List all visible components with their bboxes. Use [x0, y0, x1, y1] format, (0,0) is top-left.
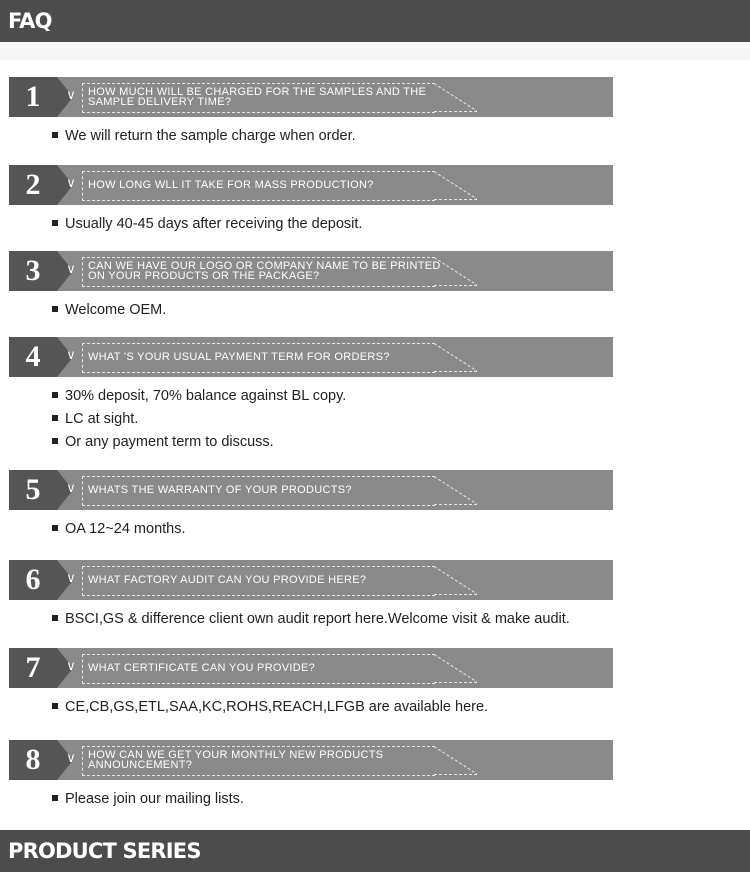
question-text: HOW MUCH WILL BE CHARGED FOR THE SAMPLES AND THE SAMPLE DELIVERY TIME?: [88, 86, 427, 108]
question-text: WHAT FACTORY AUDIT CAN YOU PROVIDE HERE?: [88, 574, 367, 586]
answer-item: [52, 216, 362, 232]
faq-header-title: FAQ: [8, 9, 52, 33]
answer-item: [52, 434, 274, 450]
answer-item: [52, 388, 346, 404]
question-text: HOW CAN WE GET YOUR MONTHLY NEW PRODUCTS ANNOUNCEMENT?: [88, 749, 384, 771]
question-text: WHATS THE WARRANTY OF YOUR PRODUCTS?: [88, 484, 352, 496]
question-number: 6: [9, 560, 57, 600]
question-bar: [9, 740, 613, 780]
question-number: 8: [9, 740, 57, 780]
faq-header: [0, 0, 750, 42]
question-bar: [9, 165, 613, 205]
question-text: CAN WE HAVE OUR LOGO OR COMPANY NAME TO BE PRINTED ON YOUR PRODUCTS OR THE PACKAGE?: [88, 260, 441, 282]
answer-text: LC at sight.: [65, 411, 139, 427]
chevron-down-icon: ∨: [66, 348, 76, 363]
question-text: WHAT CERTIFICATE CAN YOU PROVIDE?: [88, 662, 316, 674]
product-series-title: PRODUCT SERIES: [8, 839, 201, 863]
product-series-header: [0, 830, 750, 872]
chevron-down-icon: ∨: [66, 262, 76, 277]
answer-text: 30% deposit, 70% balance against BL copy.: [65, 388, 347, 404]
question-number: 3: [9, 251, 57, 291]
answer-text: Welcome OEM.: [65, 302, 167, 318]
answer-text: Or any payment term to discuss.: [65, 434, 274, 450]
question-bar: [9, 337, 613, 377]
answer-text: Usually 40-45 days after receiving the deposit.: [65, 216, 363, 232]
answer-text: OA 12~24 months.: [65, 521, 186, 537]
chevron-down-icon: ∨: [66, 481, 76, 496]
question-text: WHAT 'S YOUR USUAL PAYMENT TERM FOR ORDERS?: [88, 351, 390, 363]
answer-item: [52, 699, 488, 715]
question-bar: [9, 648, 613, 688]
question-number: 1: [9, 77, 57, 117]
answer-item: [52, 521, 186, 537]
question-bar: [9, 77, 613, 117]
answer-item: [52, 791, 244, 807]
header-shadow-strip: [0, 42, 750, 60]
answer-text: Please join our mailing lists.: [65, 791, 244, 807]
question-bar: [9, 470, 613, 510]
answer-item: [52, 411, 138, 427]
chevron-down-icon: ∨: [66, 751, 76, 766]
answer-text: BSCI,GS & difference client own audit report here.Welcome visit & make audit.: [65, 611, 570, 627]
chevron-down-icon: ∨: [66, 176, 76, 191]
answer-item: [52, 302, 166, 318]
question-number: 2: [9, 165, 57, 205]
question-number: 5: [9, 470, 57, 510]
answer-item: [52, 128, 356, 144]
question-bar: [9, 560, 613, 600]
answer-text: CE,CB,GS,ETL,SAA,KC,ROHS,REACH,LFGB are available here.: [65, 699, 489, 715]
question-number: 4: [9, 337, 57, 377]
question-text: HOW LONG WLL IT TAKE FOR MASS PRODUCTION?: [88, 179, 374, 191]
chevron-down-icon: ∨: [66, 659, 76, 674]
question-number: 7: [9, 648, 57, 688]
chevron-down-icon: ∨: [66, 571, 76, 586]
answer-item: [52, 611, 570, 627]
question-bar: [9, 251, 613, 291]
chevron-down-icon: ∨: [66, 88, 76, 103]
answer-text: We will return the sample charge when order.: [65, 128, 356, 144]
